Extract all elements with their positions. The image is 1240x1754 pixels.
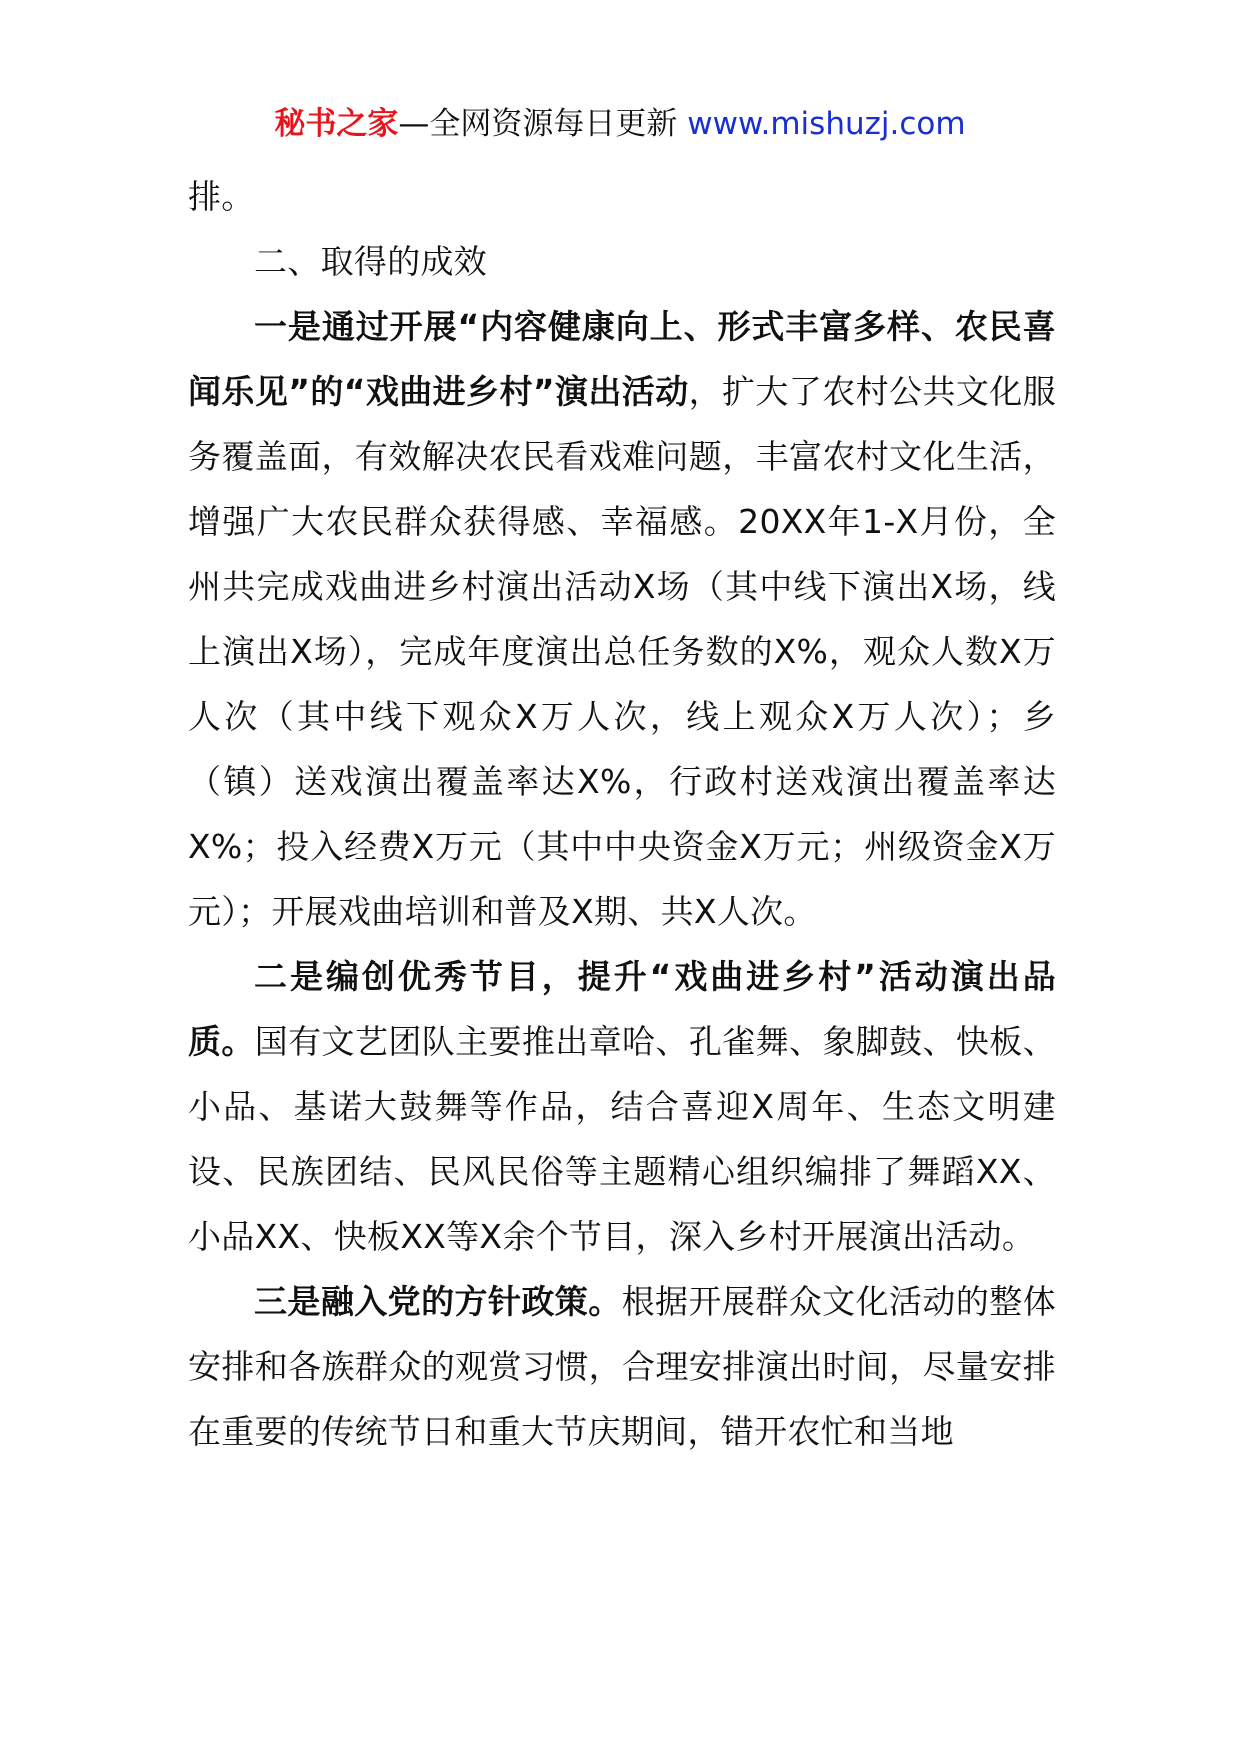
paragraph-body: ，扩大了农村公共文化服务覆盖面，有效解决农民看戏难问题，丰富农村文化生活，增强广大农民群众获得感、幸福感。20XX年1-X月份，全州共完成戏曲进乡村演出活动X场（其中线下演出X场，线上演出X场），完成年度演出总任务数的X%，观众人数X万人次（其中线下观众X万人次，线上观众X万人次）；乡（镇）送戏演出覆盖率达X%，行政村送戏演出覆盖率达X%；投入经费X万元（其中中央资金X万元；州级资金X万元）；开展戏曲培训和普及X期、共X人次。 [188,372,1056,931]
paragraph-achievement-3 [188,1269,1056,1464]
document-body [188,164,1056,1464]
paragraph-lead: 二是编创优秀节目，提升“戏曲进乡村”活动演出品质。 [188,957,1056,1061]
paragraph-achievement-1 [188,294,1056,944]
paragraph-body: 根据开展群众文化活动的整体安排和各族群众的观赏习惯，合理安排演出时间，尽量安排在重要的传统节日和重大节庆期间，错开农忙和当地 [188,1282,1056,1451]
paragraph-body: 国有文艺团队主要推出章哈、孔雀舞、象脚鼓、快板、小品、基诺大鼓舞等作品，结合喜迎X周年、生态文明建设、民族团结、民风民俗等主题精心组织编排了舞蹈XX、小品XX、快板XX等X余个节目，深入乡村开展演出活动。 [188,1022,1056,1256]
paragraph-achievement-2 [188,944,1056,1269]
header-url-link[interactable]: www.mishuzj.com [687,106,966,142]
paragraph-continuation [188,164,1056,229]
paragraph-text: 排。 [188,177,255,216]
section-heading [188,229,1056,294]
section-heading-text: 二、取得的成效 [254,242,488,281]
paragraph-lead: 三是融入党的方针政策。 [254,1282,622,1321]
page-header [0,98,1240,150]
header-tagline: —全网资源每日更新 [398,106,688,142]
paragraph-lead: 一是通过开展“内容健康向上、形式丰富多样、农民喜闻乐见”的“戏曲进乡村”演出活动 [188,307,1056,411]
brand-name: 秘书之家 [274,106,399,142]
